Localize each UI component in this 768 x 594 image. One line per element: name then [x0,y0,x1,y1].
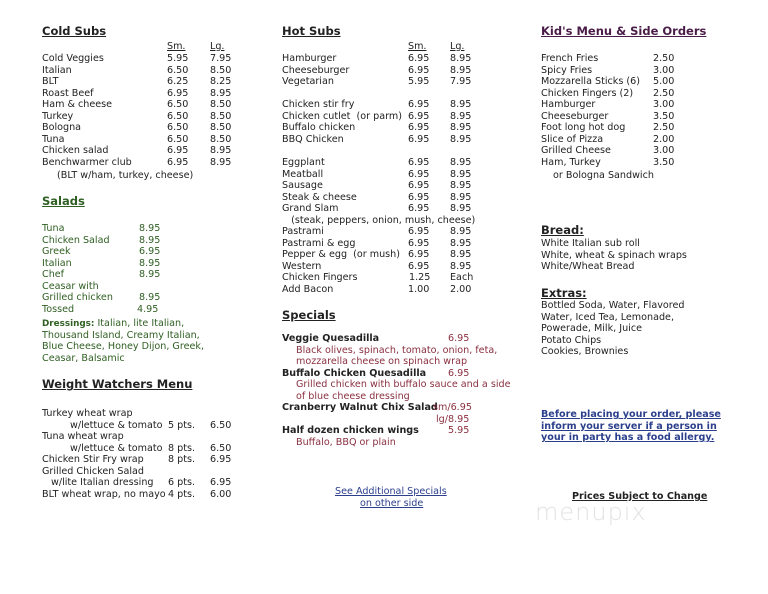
item-price-small: 6.95 [408,53,430,64]
kids-item-price: 3.00 [653,145,675,157]
salad-price: 8.95 [139,223,161,234]
kids-item-name: French Fries [541,53,599,64]
special-price: 6.95 [448,367,470,379]
kids-item-name: Chicken Fingers (2) [541,87,634,99]
additional-specials-link[interactable]: on other side [360,498,424,509]
ww-item-name: Turkey wheat wrap [42,408,133,419]
kids-item-price: 2.50 [653,122,675,134]
item-name: Eggplant [282,156,325,168]
item-name: Chicken cutlet (or parm) [282,110,402,122]
item-price-large: 8.50 [210,64,232,76]
item-price-small: 6.95 [167,156,189,168]
item-price-large: Each [450,272,474,284]
hot-subs-title: Hot Subs [282,24,341,38]
item-price-large: 8.95 [450,249,472,261]
dressings-text: Thousand Island, Creamy Italian, [42,329,200,341]
extras-option: Powerade, Milk, Juice [541,323,642,335]
kids-item-price: 3.50 [653,110,675,122]
item-price-small: 6.95 [408,180,430,192]
kids-item-price: 3.50 [653,156,675,168]
item-name: Sausage [282,180,323,192]
special-name: Veggie Quesadilla [282,333,380,344]
item-name: Bologna [42,122,82,134]
salad-name: Chicken Salad [42,234,110,246]
item-price-small: 6.50 [167,133,189,145]
special-description: Buffalo, BBQ or plain [296,436,396,448]
item-price-small: 6.95 [408,203,430,215]
item-name: Meatball [282,168,324,180]
cold-subs-lg-header: Lg. [210,41,225,52]
item-name: Roast Beef [42,87,94,99]
item-price-large: 8.95 [450,260,472,272]
extras-option: Cookies, Brownies [541,346,629,358]
item-name: Add Bacon [282,284,334,295]
ww-item-name: Grilled Chicken Salad [42,465,144,477]
item-price-large: 8.95 [450,237,472,249]
item-price-large: 8.95 [450,180,472,192]
ww-item-name: BLT wheat wrap, no mayo [42,488,166,500]
weight-watchers-title: Weight Watchers Menu [42,377,193,391]
item-price-large: 8.50 [210,99,232,111]
item-name: BBQ Chicken [282,133,344,145]
item-name: Western [282,260,322,272]
ww-item-points: 8 pts. [168,442,196,454]
kids-item-name: Spicy Fries [541,64,593,76]
item-price-large: 8.95 [450,99,472,111]
special-price: lg/8.95 [436,413,470,425]
salad-price: 8.95 [139,269,161,281]
item-price-small: 1.25 [409,272,431,284]
kids-item-price: 3.00 [653,99,675,111]
ww-item-price: 6.50 [210,442,232,454]
menupix-watermark: menupix [535,498,647,526]
item-price-large: 8.95 [450,203,472,215]
item-name: Turkey [42,110,74,122]
item-name: Steak & cheese [282,191,357,203]
item-name: Benchwarmer club [42,156,132,168]
salads-title: Salads [42,194,85,208]
item-price-large: 8.95 [450,64,472,76]
item-name: Tuna [42,133,65,145]
dressings-text: Italian, lite Italian, [94,318,185,329]
item-name: Grand Slam [282,203,339,215]
additional-specials-link[interactable]: See Additional Specials [335,486,447,497]
salad-name: Tossed [42,303,75,315]
item-name: Pastrami & egg [282,237,356,249]
dressings-label: Dressings: [42,319,95,329]
item-price-small: 6.95 [408,64,430,76]
item-price-small: 6.50 [167,64,189,76]
item-price-small: 6.25 [167,76,189,88]
special-description: mozzarella cheese on spinach wrap [296,356,468,368]
dressings-text: Blue Cheese, Honey Dijon, Greek, [42,341,205,352]
item-price-small: 6.95 [408,191,430,203]
item-price-small: 6.95 [408,260,430,272]
item-name: Pepper & egg (or mush) [282,249,400,261]
ww-item-price: 6.00 [210,488,232,500]
item-price-large: 8.95 [450,156,472,168]
allergy-notice-line: Before placing your order, please [541,409,721,420]
kids-item-price: 2.00 [653,133,675,145]
extras-title: Extras: [541,286,587,300]
allergy-notice-line: inform your server if a person in [541,420,717,432]
ww-item-points: 6 pts. [168,477,196,489]
kids-menu-note: or Bologna Sandwich [553,170,654,181]
kids-item-name: Slice of Pizza [541,133,604,145]
special-price: sm/6.95 [433,402,472,414]
item-price-small: 6.95 [408,122,430,134]
special-price: 6.95 [448,333,470,344]
ww-item-points: 8 pts. [168,454,196,466]
item-price-small: 6.95 [408,237,430,249]
item-price-small: 6.95 [408,110,430,122]
item-price-large: 7.95 [210,53,232,64]
salad-name: Italian [42,257,72,269]
kids-item-price: 3.00 [653,64,675,76]
ww-item-name: w/lettuce & tomato [70,442,163,454]
kids-item-name: Mozzarella Sticks (6) [541,76,640,88]
kids-item-price: 5.00 [653,76,675,88]
item-price-large: 8.95 [450,191,472,203]
item-price-large: 8.95 [450,122,472,134]
allergy-notice-line: your in party has a food allergy. [541,432,715,444]
dressings-text: Ceasar, Balsamic [42,352,125,364]
item-price-small: 6.95 [167,87,189,99]
ww-item-price: 6.95 [210,477,232,489]
item-name: BLT [42,76,59,88]
salad-price: 8.95 [139,292,161,304]
item-price-large: 8.50 [210,133,232,145]
extras-option: Bottled Soda, Water, Flavored [541,300,685,311]
item-name: Cold Veggies [42,53,104,64]
hot-subs-lg-header: Lg. [450,41,465,52]
kids-menu-title: Kid's Menu & Side Orders [541,24,707,38]
item-name: Vegetarian [282,76,334,88]
item-price-large: 8.95 [210,156,232,168]
ww-item-price: 6.50 [210,419,232,431]
item-price-small: 6.95 [408,226,430,238]
item-name: Pastrami [282,226,324,238]
cold-subs-note: (BLT w/ham, turkey, cheese) [57,170,194,181]
salad-name: Grilled chicken [42,292,113,304]
ww-item-name: w/lite Italian dressing [51,477,154,489]
bread-option: White/Wheat Bread [541,261,635,273]
ww-item-points: 5 pts. [168,419,196,431]
kids-item-name: Hamburger [541,99,596,111]
hot-subs-sm-header: Sm. [408,41,427,52]
item-price-large: 8.95 [450,168,472,180]
item-price-large: 7.95 [450,76,472,88]
item-price-small: 1.00 [408,284,430,295]
item-price-small: 6.95 [408,249,430,261]
item-price-large: 8.95 [450,133,472,145]
special-price: 5.95 [448,425,470,437]
item-name: Chicken stir fry [282,99,355,111]
ww-item-name: Chicken Stir Fry wrap [42,454,144,466]
ww-item-points: 4 pts. [168,488,196,500]
item-price-large: 2.00 [450,284,472,295]
item-price-small: 5.95 [167,53,189,64]
special-description: Grilled chicken with buffalo sauce and a side [296,379,511,391]
salad-name: Chef [42,269,65,281]
item-price-large: 8.95 [450,226,472,238]
cold-subs-sm-header: Sm. [167,41,186,52]
item-name: (steak, peppers, onion, mush, cheese) [282,214,476,226]
item-price-small: 5.95 [408,76,430,88]
item-price-large: 8.95 [450,53,472,64]
salad-price: 4.95 [137,303,159,315]
kids-item-price: 2.50 [653,87,675,99]
item-price-large: 8.95 [450,110,472,122]
salad-name: Tuna [42,223,65,234]
ww-item-name: w/lettuce & tomato [70,419,163,431]
kids-item-name: Foot long hot dog [541,122,626,134]
item-price-small: 6.95 [167,145,189,157]
item-name: Cheeseburger [282,64,350,76]
salad-price: 8.95 [139,257,161,269]
bread-option: White, wheat & spinach wraps [541,249,687,261]
item-name: Chicken salad [42,145,109,157]
special-name: Cranberry Walnut Chix Salad [282,402,438,414]
special-description: of blue cheese dressing [296,390,410,402]
special-description: Black olives, spinach, tomato, onion, feta, [296,344,498,356]
kids-item-name: Grilled Cheese [541,145,611,157]
item-price-small: 6.95 [408,168,430,180]
item-price-large: 8.95 [210,87,232,99]
salad-price: 6.95 [139,246,161,258]
specials-title: Specials [282,308,336,322]
item-name: Italian [42,64,72,76]
item-price-large: 8.95 [210,145,232,157]
item-name: Buffalo chicken [282,122,356,134]
extras-option: Water, Iced Tea, Lemonade, [541,311,675,323]
cold-subs-title: Cold Subs [42,24,107,38]
item-price-large: 8.25 [210,76,232,88]
item-name: Hamburger [282,53,337,64]
ww-item-name: Tuna wheat wrap [42,431,124,443]
bread-option: White Italian sub roll [541,238,640,249]
prices-notice: Prices Subject to Change [572,491,708,502]
special-name: Buffalo Chicken Quesadilla [282,367,427,379]
ww-item-price: 6.95 [210,454,232,466]
salad-name: Greek [42,246,71,258]
bread-title: Bread: [541,223,584,237]
item-price-small: 6.95 [408,99,430,111]
item-name: Chicken Fingers [282,272,358,284]
item-price-small: 6.50 [167,110,189,122]
kids-item-price: 2.50 [653,53,675,64]
item-price-large: 8.50 [210,122,232,134]
item-price-large: 8.50 [210,110,232,122]
salad-price: 8.95 [139,234,161,246]
extras-option: Potato Chips [541,334,602,346]
item-price-small: 6.50 [167,122,189,134]
salad-name: Ceasar with [42,280,99,292]
kids-item-name: Cheeseburger [541,110,609,122]
item-name: Ham & cheese [42,99,113,111]
item-price-small: 6.95 [408,156,430,168]
kids-item-name: Ham, Turkey [541,156,601,168]
special-name: Half dozen chicken wings [282,425,419,437]
item-price-small: 6.95 [408,133,430,145]
item-price-small: 6.50 [167,99,189,111]
